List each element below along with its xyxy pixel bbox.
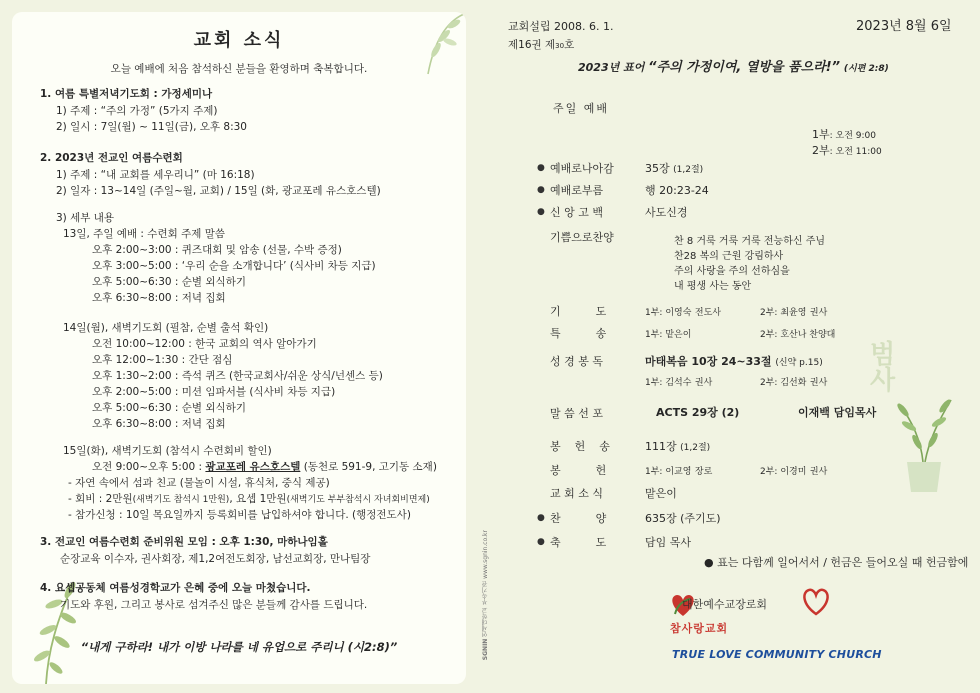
order-value: 사도신경 — [645, 206, 688, 219]
news-1-heading: 1. 여름 특별저녁기도회 : 가정세미나 — [40, 88, 213, 100]
standing-bullet-icon: ● — [537, 163, 545, 173]
reader-1st: 1부: 김석수 권사 — [645, 378, 713, 388]
offering-1st: 1부: 이교영 장로 — [645, 467, 713, 477]
day-13-heading: 13일, 주일 예배 : 수련회 주제 말씀 — [63, 228, 225, 240]
church-name-english: TRUE LOVE COMMUNITY CHURCH — [672, 648, 882, 661]
day-13-item: 오후 5:00~6:30 : 순별 외식하기 — [92, 276, 246, 288]
calligraphy-decoration: 범사 — [865, 340, 895, 392]
church-news-title: 교회 소식 — [193, 30, 285, 51]
standing-bullet-icon: ● — [537, 207, 545, 217]
day-15-registration: - 참가신청 : 10일 목요일까지 등록회비를 납입하셔야 합니다. (행정전도사) — [68, 509, 411, 521]
prayer-1st: 1부: 이영숙 전도사 — [645, 308, 721, 318]
sermon-title: ACTS 29장 (2) — [656, 406, 740, 419]
news-3-heading: 3. 전교인 여름수련회 준비위원 모임 : 오후 1:30, 마하나임홀 — [40, 536, 328, 548]
scripture-verse: “내게 구하라! 내가 이방 나라를 네 유업으로 주리니 (시2:8)” — [80, 640, 398, 654]
day-13-item: 오후 6:30~8:00 : 저녁 집회 — [92, 292, 226, 304]
order-value: 635장 (주기도) — [645, 512, 721, 525]
praise-song: 찬28 복의 근원 강림하사 — [674, 251, 784, 262]
fold-divider — [478, 0, 494, 693]
standing-bullet-icon: ● — [537, 537, 545, 547]
news-4-heading: 4. 요셉공동체 여름성경학교가 은혜 중에 오늘 마쳤습니다. — [40, 582, 311, 594]
order-label: 봉 헌 — [550, 464, 607, 477]
news-2-topic: 1) 주제 : “내 교회를 세우리니” (마 16:18) — [56, 169, 255, 181]
day-14-heading: 14일(월), 새벽기도회 (필참, 순별 출석 확인) — [63, 322, 269, 334]
denomination: 대한예수교장로회 — [682, 598, 768, 611]
heart-logo-icon — [800, 586, 832, 616]
day-13-item: 오후 3:00~5:00 : ‘우리 순을 소개합니다’ (식사비 차등 지급) — [92, 260, 376, 272]
volume-number: 제16권 제30호 — [508, 39, 575, 51]
day-15-retreat-line: 오전 9:00~오후 5:00 : 광교포레 유스호스텔 (동천로 591-9, 고기동 소재) — [92, 461, 437, 473]
printer-credit: SGNIN 연세대학교 부속기관 www.sgnin.co.kr — [482, 530, 489, 661]
church-name: 참사랑교회 — [670, 622, 729, 635]
day-15-fee: - 회비 : 2만원(새벽기도 참석시 1만원), 요셉 1만원(새벽기도 부부참석시 자녀회비면제) — [68, 493, 430, 505]
year-motto: 2023년 표어 “주의 가정이여, 열방을 품으라!” (시편 2:8) — [578, 60, 889, 75]
day-15-heading: 15일(화), 새벽기도회 (참석시 수련회비 할인) — [63, 445, 272, 457]
order-value: 담임 목사 — [645, 536, 692, 549]
standing-bullet-icon: ● — [537, 185, 545, 195]
praise-song: 내 평생 사는 동안 — [674, 281, 752, 292]
welcome-message: 오늘 예배에 처음 참석하신 분들을 환영하며 축복합니다. — [110, 63, 368, 75]
news-3-attendees: 순장교육 이수자, 권사회장, 제1,2여전도회장, 남선교회장, 만나팀장 — [60, 553, 371, 565]
service-title: 주일 예배 — [553, 102, 610, 115]
praise-song: 찬 8 거룩 거룩 거룩 전능하신 주님 — [674, 236, 826, 247]
day-14-item: 오전 10:00~12:00 : 한국 교회의 역사 알아가기 — [92, 338, 317, 350]
prayer-2nd: 2부: 최윤영 권사 — [760, 308, 828, 318]
day-14-item: 오후 1:30~2:00 : 즉석 퀴즈 (한국교회사/쉬운 상식/넌센스 등) — [92, 370, 383, 382]
order-value: 행 20:23-24 — [645, 184, 709, 197]
offering-hymn: 111장 (1,2절) — [645, 440, 711, 453]
order-label: 말 씀 선 포 — [550, 407, 603, 420]
order-label: 봉 헌 송 — [550, 440, 610, 453]
news-2-details-heading: 3) 세부 내용 — [56, 212, 115, 224]
special-song-1st: 1부: 맡은이 — [645, 330, 692, 340]
news-4-thanks: 기도와 후원, 그리고 봉사로 섬겨주신 많은 분들께 감사를 드립니다. — [60, 599, 368, 611]
bulletin-date: 2023년 8월 6일 — [856, 19, 952, 34]
footnote: ● 표는 다함께 일어서서 / 헌금은 들어오실 때 헌금함에 — [704, 556, 969, 569]
day-14-item: 오후 6:30~8:00 : 저녁 집회 — [92, 418, 226, 430]
standing-bullet-icon: ● — [537, 513, 545, 523]
order-label: 찬 양 — [550, 512, 607, 525]
day-15-activity: - 자연 속에서 섬과 친교 (물놀이 시설, 휴식처, 중식 제공) — [68, 477, 330, 489]
scripture-reading: 마태복음 10장 24~33절 (신약 p.15) — [645, 355, 823, 368]
offering-2nd: 2부: 이경미 권사 — [760, 467, 828, 477]
service-time-1: 1부: 오전 9:00 — [812, 128, 876, 141]
day-13-item: 오후 2:00~3:00 : 퀴즈대회 및 암송 (선물, 수박 증정) — [92, 244, 342, 256]
retreat-venue: 광교포레 유스호스텔 — [205, 461, 301, 473]
preacher: 이재백 담임목사 — [798, 406, 877, 419]
news-1-topic: 1) 주제 : “주의 가정” (5가지 주제) — [56, 105, 218, 117]
order-label: 교 회 소 식 — [550, 487, 603, 500]
order-value: 맡은이 — [645, 487, 677, 500]
order-label: 신 앙 고 백 — [550, 206, 603, 219]
church-news-panel — [12, 12, 466, 684]
reader-2nd: 2부: 김선화 권사 — [760, 378, 828, 388]
day-14-item: 오후 5:00~6:30 : 순별 외식하기 — [92, 402, 246, 414]
church-founded: 교회설립 2008. 6. 1. — [508, 20, 614, 33]
order-label: 예배로부름 — [550, 184, 604, 197]
order-label: 성 경 봉 독 — [550, 355, 603, 368]
news-2-dates: 2) 일자 : 13~14일 (주일~월, 교회) / 15일 (화, 광교포레 유스호스텔) — [56, 185, 381, 197]
potted-plant-icon — [893, 392, 955, 496]
service-time-2: 2부: 오전 11:00 — [812, 144, 882, 157]
news-1-schedule: 2) 일시 : 7일(월) ~ 11일(금), 오후 8:30 — [56, 121, 247, 133]
praise-song: 주의 사랑을 주의 선하심을 — [674, 266, 790, 277]
order-label: 예배로나아감 — [550, 162, 614, 175]
news-2-heading: 2. 2023년 전교인 여름수련회 — [40, 152, 183, 164]
order-value: 35장 (1,2절) — [645, 162, 704, 175]
order-label: 기쁨으로찬양 — [550, 231, 614, 244]
order-label: 기 도 — [550, 305, 607, 318]
day-14-item: 오후 2:00~5:00 : 미션 임파서블 (식사비 차등 지급) — [92, 386, 336, 398]
order-label: 특 송 — [550, 327, 607, 340]
special-song-2nd: 2부: 호산나 찬양대 — [760, 330, 836, 340]
day-14-item: 오후 12:00~1:30 : 간단 점심 — [92, 354, 233, 366]
order-label: 축 도 — [550, 536, 607, 549]
